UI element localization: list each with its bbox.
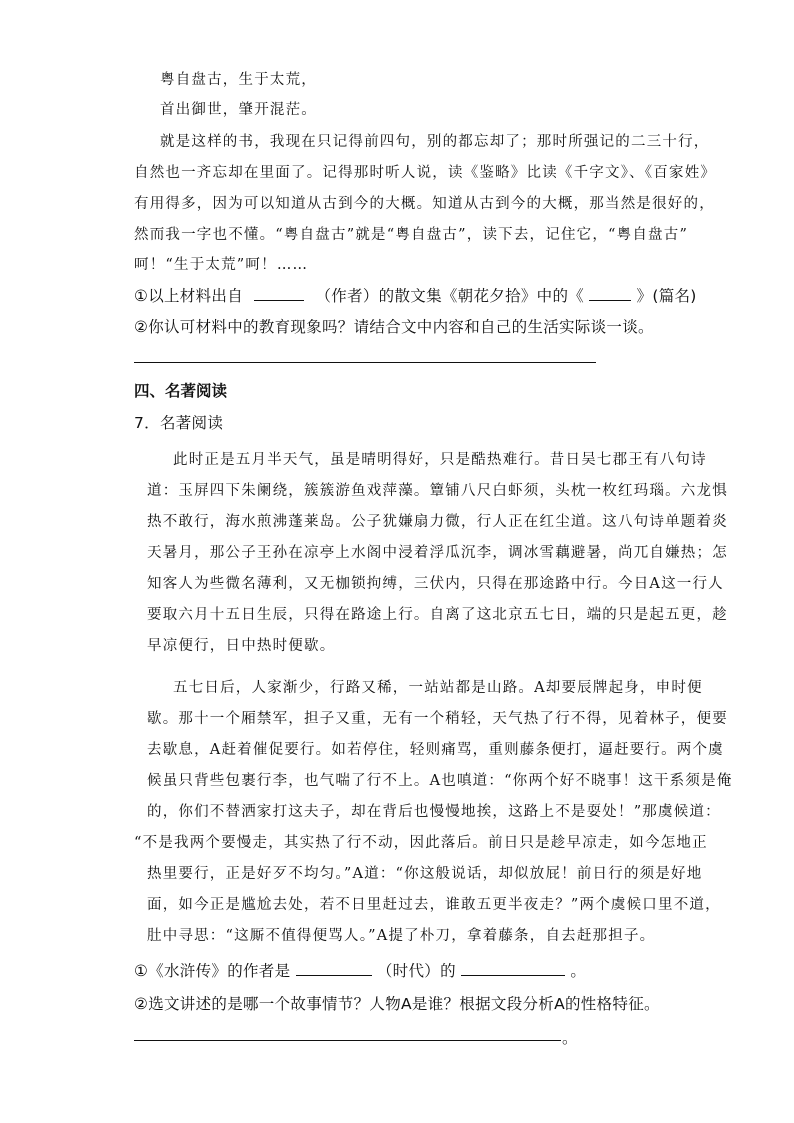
- question-author-middle: （时代）的: [376, 962, 456, 980]
- passage3-line: 的，你们不替洒家打这夫子，却在背后也慢慢地挨，这路上不是耍处！”那虞候道：: [147, 804, 721, 820]
- passage2-line: 热不敢行，海水煎沸蓬莱岛。公子犹嫌扇力微，行人正在红尘道。这八句诗单题着炎: [147, 514, 728, 530]
- passage3-line: 候虽只背些包裹行李，也气喘了行不上。A也嗔道：“你两个好不晓事！这干系须是俺: [147, 773, 733, 789]
- question-source-middle: （作者）的散文集《朝花夕拾》中的《: [315, 287, 585, 305]
- question-source-suffix: 》(篇名): [636, 287, 697, 305]
- dynasty-blank[interactable]: [461, 961, 565, 976]
- passage3-line: 五七日后，人家渐少，行路又稀，一站站都是山路。A却要辰牌起身，申时便: [173, 680, 703, 696]
- author-blank[interactable]: [254, 286, 304, 301]
- question-item-title: 7．名著阅读: [134, 414, 224, 432]
- question-source: [134, 284, 697, 306]
- question-plot: ②选文讲述的是哪一个故事情节？人物A是谁？根据文段分析A的性格特征。: [134, 995, 660, 1013]
- question-author: [134, 959, 586, 981]
- passage1-line: 就是这样的书，我现在只记得前四句，别的都忘却了；那时所强记的二三十行，: [160, 134, 710, 150]
- question-source-prefix: ①以上材料出自: [134, 287, 243, 305]
- answer-line[interactable]: [134, 1040, 561, 1041]
- passage2-line: 早凉便行，日中热时便歇。: [147, 638, 336, 654]
- passage2-line: 要取六月十五日生辰，只得在路途上行。自离了这北京五七日，端的只是起五更，趁: [147, 607, 728, 623]
- question-author-suffix: 。: [570, 962, 587, 980]
- passage1-line: 呵！“生于太荒”呵！……: [134, 257, 309, 273]
- answer-line[interactable]: [134, 362, 596, 363]
- title-blank[interactable]: [589, 286, 631, 301]
- passage3-line: 去歇息，A赶着催促要行。如若停住，轻则痛骂，重则藤条便打，逼赶要行。两个虞: [147, 742, 724, 758]
- passage1-line: 有用得多，因为可以知道从古到今的大概。知道从古到今的大概，那当然是很好的，: [134, 196, 715, 212]
- question-author-prefix: ①《水浒传》的作者是: [134, 962, 291, 980]
- answer-end-mark: 。: [562, 1029, 578, 1047]
- poem-line-2: 首出御世，肇开混茫。: [160, 102, 317, 118]
- poem-line-1: 粤自盘古，生于太荒，: [160, 72, 317, 88]
- passage2-line: 知客人为些微名薄利，又无枷锁拘缚，三伏内，只得在那途路中行。今日A这一行人: [147, 576, 724, 592]
- passage2-line: 天暑月，那公子王孙在凉亭上水阁中浸着浮瓜沉李，调冰雪藕避暑，尚兀自嫌热；怎: [147, 545, 728, 561]
- passage1-line: 然而我一字也不懂。“粤自盘古”就是“粤自盘古”，读下去，记住它，“粤自盘古”: [134, 227, 689, 243]
- passage3-line: 面，如今正是尴尬去处，若不日里赶过去，谁敢五更半夜走？”两个虞候口里不道，: [147, 897, 721, 913]
- passage3-line: 肚中寻思：“这厮不值得便骂人。”A提了朴刀，拿着藤条，自去赶那担子。: [147, 928, 656, 944]
- passage2-line: 此时正是五月半天气，虽是晴明得好，只是酷热难行。昔日吴七郡王有八句诗: [173, 452, 707, 468]
- question-opinion: ②你认可材料中的教育现象吗？请结合文中内容和自己的生活实际谈一谈。: [134, 318, 654, 336]
- author-name-blank[interactable]: [296, 961, 372, 976]
- section-title: 四、名著阅读: [134, 382, 228, 400]
- passage3-line: 歇。那十一个厢禁军，担子又重，无有一个稍轻，天气热了行不得，见着林子，便要: [147, 711, 728, 727]
- passage3-line: 热里要行，正是好歹不均匀。”A道：“你这般说话，却似放屁！前日行的须是好地: [147, 866, 703, 882]
- passage1-line: 自然也一齐忘却在里面了。记得那时听人说，读《鉴略》比读《千字文》、《百家姓》: [134, 165, 717, 181]
- passage2-line: 道：玉屏四下朱阑绕，簇簇游鱼戏萍藻。簟铺八尺白虾须，头枕一枚红玛瑙。六龙惧: [147, 483, 728, 499]
- passage3-line: “不是我两个要慢走，其实热了行不动，因此落后。前日只是趁早凉走，如今怎地正: [134, 835, 708, 851]
